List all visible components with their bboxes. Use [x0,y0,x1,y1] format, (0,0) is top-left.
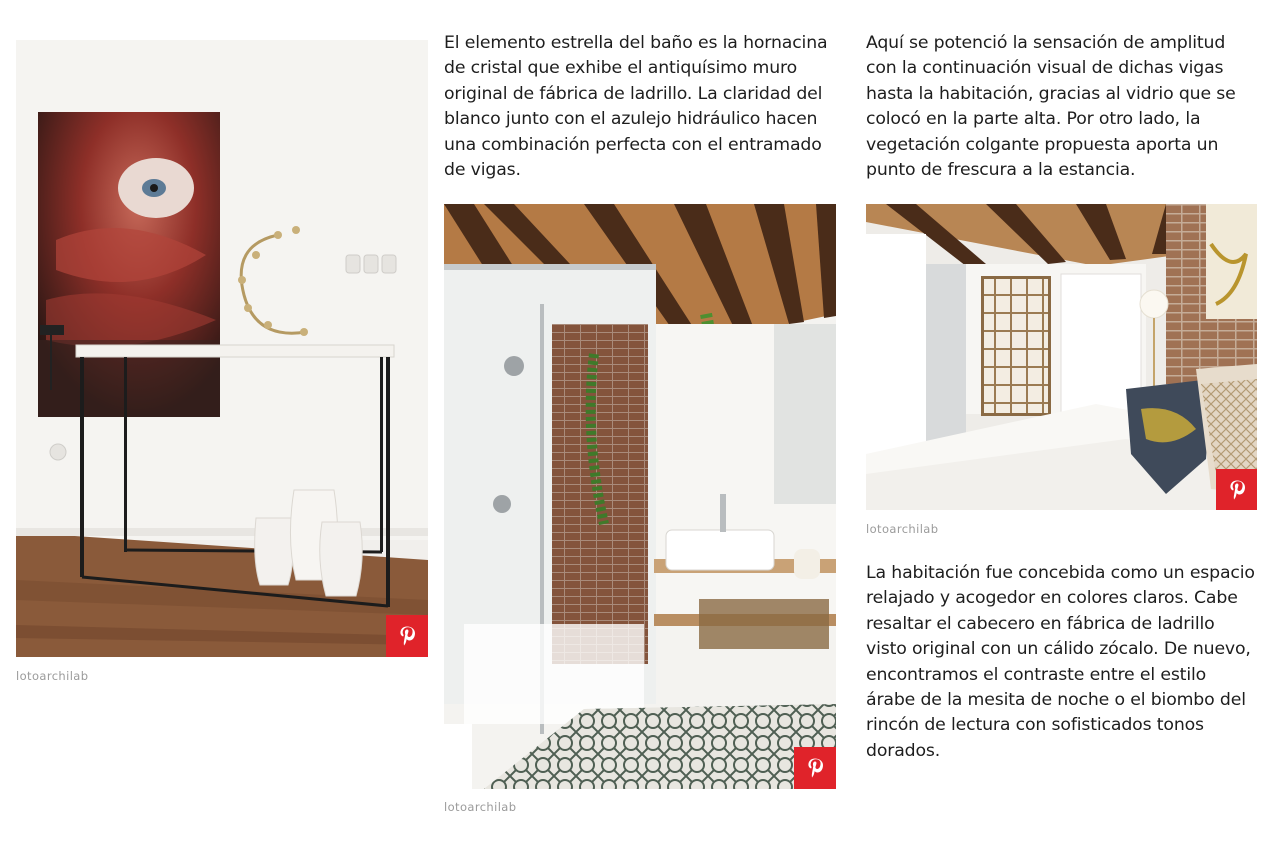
pinterest-icon [398,625,416,647]
bedroom-illustration [866,204,1257,510]
photo-credit: lotoarchilab [866,522,939,536]
pinterest-icon [806,757,824,779]
bathroom-illustration [444,204,836,789]
photo-credit: lotoarchilab [16,669,89,683]
photo-hallway[interactable] [16,40,428,657]
pinterest-button[interactable] [386,615,428,657]
photo-credit: lotoarchilab [444,800,517,814]
photo-bedroom[interactable] [866,204,1257,510]
bedroom-intro-paragraph: Aquí se potenció la sensación de amplitud con la continuación visual de dichas vigas hasta la habitación, gracias al vidrio que se colocó en la parte alta. Por otro lado, la vegetación colgante propuesta aporta un punto de frescura a la estancia. [866,33,1236,181]
pinterest-icon [1228,479,1246,501]
hallway-illustration [16,40,428,657]
bedroom-detail-paragraph: La habitación fue concebida como un espacio relajado y acogedor en colores claros. Cabe resaltar el cabecero en fábrica de ladrillo visto original con un cálido zócalo. De nuevo, encontramos el contraste entre el estilo árabe de la mesita de noche o el biombo del rincón de lectura con sofisticados tonos dorados. [866,563,1255,761]
bathroom-paragraph: El elemento estrella del baño es la hornacina de cristal que exhibe el antiquísimo muro original de fábrica de ladrillo. La claridad del blanco junto con el azulejo hidráulico hacen una combinación perfecta con el entramado de vigas. [444,33,828,181]
photo-bathroom[interactable] [444,204,836,789]
pinterest-button[interactable] [794,747,836,789]
pinterest-button[interactable] [1216,469,1257,510]
